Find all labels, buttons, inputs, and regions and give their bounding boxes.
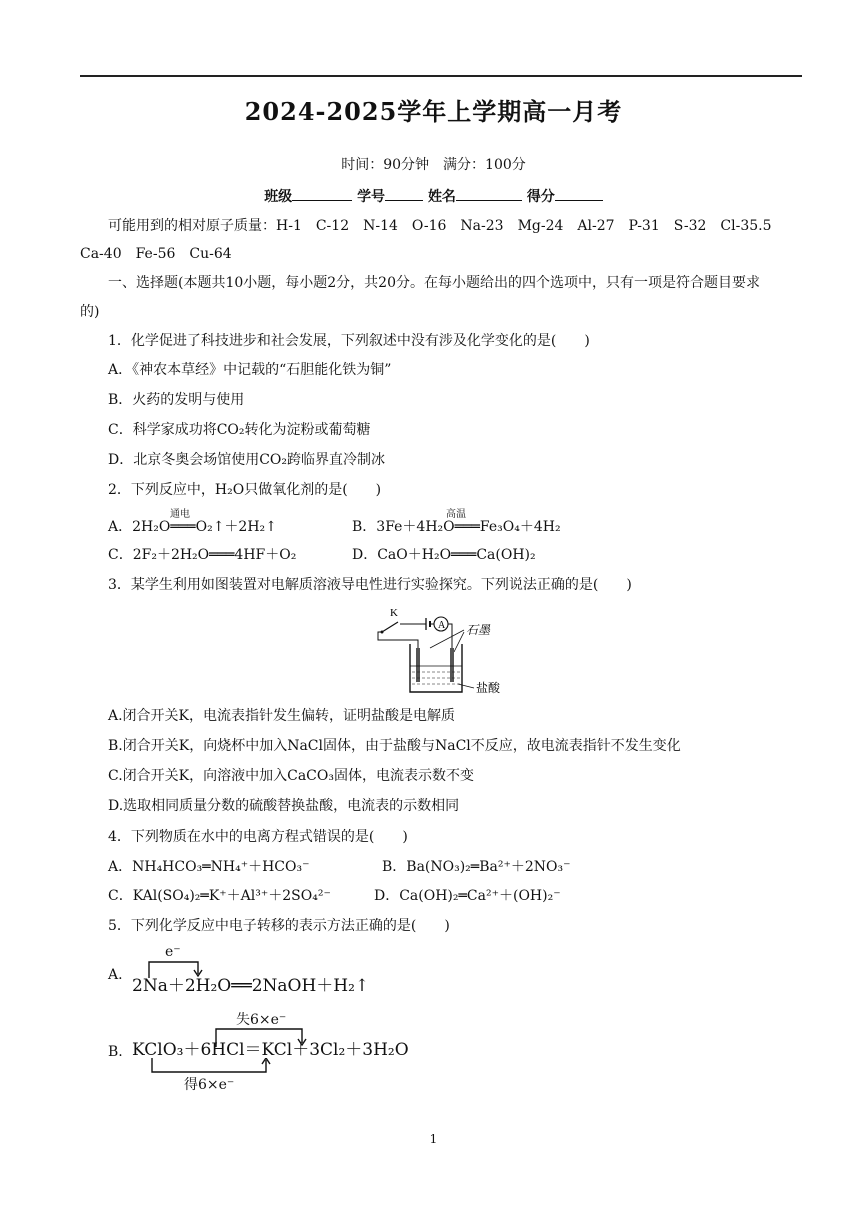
q1-option-c: C．科学家成功将CO₂转化为淀粉或葡萄糖 [108,422,371,438]
q2-option-d: D．CaO＋H₂O═══Ca(OH)₂ [352,547,536,563]
name-blank [456,186,522,201]
q3-option-d: D.选取相同质量分数的硫酸替换盐酸，电流表的示数相同 [108,798,460,814]
q3-stem: 3．某学生利用如图装置对电解质溶液导电性进行实验探究。下列说法正确的是( ) [108,577,632,593]
q4-stem: 4．下列物质在水中的电离方程式错误的是( ) [108,829,408,845]
q1-stem: 1．化学促进了科技进步和社会发展，下列叙述中没有涉及化学变化的是( ) [108,333,590,349]
q5-option-b-label: B. [108,1044,123,1060]
name-label: 姓名 [427,189,456,205]
q5-stem: 5．下列化学反应中电子转移的表示方法正确的是( ) [108,918,450,934]
q2-a-condition: 通电 [170,509,190,520]
q2-option-c: C．2F₂＋2H₂O═══4HF＋O₂ [108,547,297,563]
switch-k-label: K [390,607,398,619]
q5-a-arrow [140,956,210,978]
q3-option-c: C.闭合开关K，向溶液中加入CaCO₃固体，电流表示数不变 [108,768,474,784]
switch-k [382,622,398,632]
q5-option-a-equation: 2Na＋2H₂O══2NaOH＋H₂↑ [132,976,370,996]
class-label: 班级 [264,189,293,205]
student-info-line [0,186,867,207]
number-blank [385,186,423,201]
q2-b-condition: 高温 [446,509,466,520]
graphite-pointer-1 [430,630,464,648]
section1-instructions: 一、选择题(本题共10小题，每小题2分，共20分。在每小题给出的四个选项中，只有一项是符合题目要求 [108,275,760,291]
ammeter-label: A [438,620,446,631]
q2-option-b: B．3Fe＋4H₂O═══Fe₃O₄＋4H₂ [352,519,561,535]
q1-option-d: D．北京冬奥会场馆使用CO₂跨临界直冷制冰 [108,452,386,468]
number-label: 学号 [357,189,386,205]
score-label: 得分 [526,189,555,205]
q1-option-b: B．火药的发明与使用 [108,392,245,408]
right-electrode [450,648,454,682]
class-blank [292,186,352,201]
q4-option-d: D．Ca(OH)₂═Ca²⁺＋(OH)₂⁻ [374,888,561,904]
q2-option-a: A．2H₂O═══O₂↑＋2H₂↑ [108,519,277,535]
q5-b-lose-label: 失6×e⁻ [236,1012,287,1028]
section1-instructions-cont: 的) [80,304,100,320]
q5-option-b-equation: KClO₃＋6HCl＝KCl＋3Cl₂＋3H₂O [132,1040,409,1060]
score-blank [555,186,603,201]
page-number: 1 [429,1132,438,1146]
graphite-label: 石墨 [466,623,491,637]
acid-pointer [458,684,474,688]
q1-option-a: A．《神农本草经》中记载的“石胆能化铁为铜” [108,362,392,378]
q5-option-a-label: A. [108,967,123,983]
atomic-masses-line-1: 可能用到的相对原子质量：H-1 C-12 N-14 O-16 Na-23 Mg-24 Al-27 P-31 S-32 Cl-35.5 [108,218,772,234]
wire-to-left-electrode [378,634,418,648]
top-rule [80,75,802,77]
q3-option-b: B.闭合开关K，向烧杯中加入NaCl固体，由于盐酸与NaCl不反应，故电流表指针不发生变化 [108,738,681,754]
q4-option-b: B．Ba(NO₃)₂═Ba²⁺＋2NO₃⁻ [382,859,571,875]
acid-label: 盐酸 [476,681,501,695]
q3-option-a: A.闭合开关K，电流表指针发生偏转，证明盐酸是电解质 [108,708,456,724]
q5-b-gain-label: 得6×e⁻ [184,1077,235,1093]
q4-option-a: A．NH₄HCO₃═NH₄⁺＋HCO₃⁻ [108,859,310,875]
left-electrode [416,648,420,682]
atomic-masses-line-2: Ca-40 Fe-56 Cu-64 [80,246,232,262]
q2-stem: 2．下列反应中，H₂O只做氧化剂的是( ) [108,482,382,498]
time-line: 时间：90分钟 满分：100分 [341,157,526,173]
conductivity-apparatus-diagram [370,604,510,696]
q5-a-electron-label: e⁻ [165,944,181,960]
page-title: 2024-2025学年上学期高一月考 [244,97,623,126]
q4-option-c: C．KAl(SO₄)₂═K⁺＋Al³⁺＋2SO₄²⁻ [108,888,331,904]
